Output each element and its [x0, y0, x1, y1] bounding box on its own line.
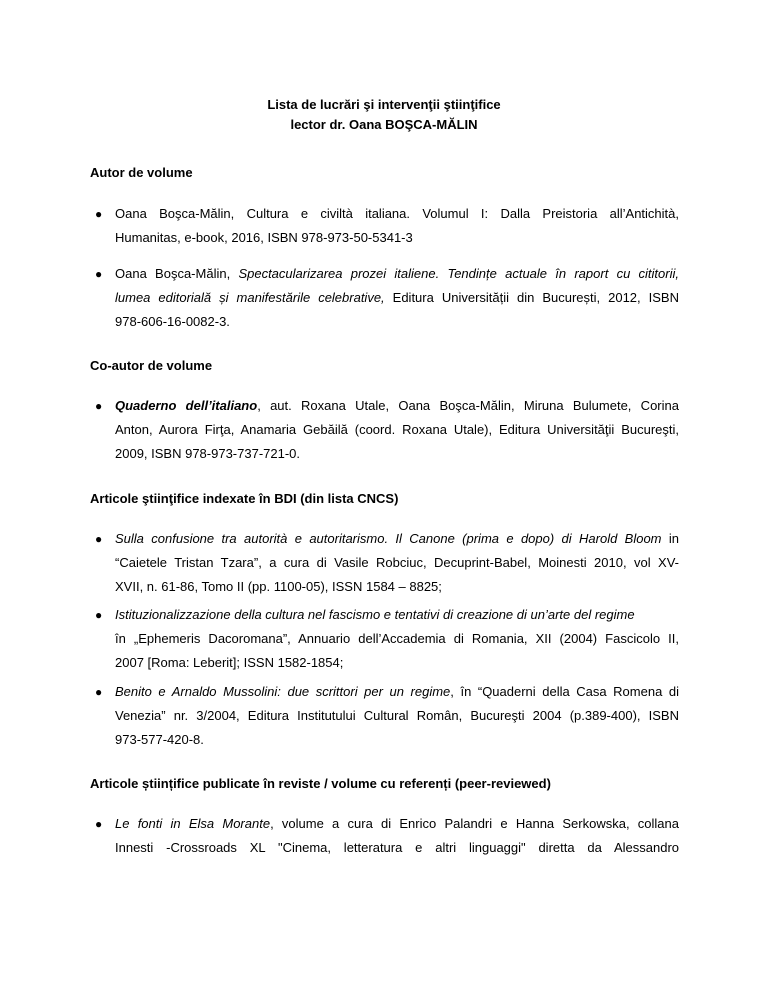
bullet-icon: ●	[95, 207, 103, 221]
item-line	[115, 262, 679, 286]
item-line: Oana Boşca-Mălin, Cultura e civiltà italiana. Volumul I: Dalla Preistoria all’Antichità,	[115, 206, 679, 221]
section-heading-coautor-volume: Co-autor de volume	[90, 358, 213, 373]
section-heading-autor-volume: Autor de volume	[90, 165, 193, 180]
item-line	[115, 394, 679, 418]
item-line: Humanitas, e-book, 2016, ISBN 978-973-50-5341-3	[115, 230, 413, 245]
item-title: Le fonti in Elsa Morante	[115, 816, 271, 831]
item-details: in	[661, 531, 679, 546]
item-line	[115, 527, 679, 551]
section-heading-articole-bdi: Articole ştiinţifice indexate în BDI (din lista CNCS)	[90, 491, 399, 506]
item-details: , aut. Roxana Utale, Oana Boşca-Mălin, Miruna Bulumete, Corina	[257, 398, 679, 413]
item-line: “Caietele Tristan Tzara”, a cura di Vasile Robciuc, Decuprint-Babel, Moinesti 2010, vol XV-	[115, 555, 679, 570]
bullet-icon: ●	[95, 685, 103, 699]
document-header	[0, 95, 768, 135]
item-line: 973-577-420-8.	[115, 732, 204, 747]
item-details: Editura Universității din București, 2012, ISBN	[384, 290, 679, 305]
item-line: în „Ephemeris Dacoromana”, Annuario dell’Accademia di Romania, XII (2004) Fascicolo II,	[115, 631, 679, 646]
item-line: 978-606-16-0082-3.	[115, 314, 230, 329]
bullet-icon: ●	[95, 399, 103, 413]
item-line: Venezia” nr. 3/2004, Editura Institutului Cultural Român, Bucureşti 2004 (p.389-400), ISBN	[115, 708, 679, 723]
section-heading-articole-peer-reviewed: Articole științifice publicate în reviste / volume cu referenți (peer-reviewed)	[90, 776, 551, 791]
item-line: XVII, n. 61-86, Tomo II (pp. 1100-05), ISSN 1584 – 8825;	[115, 579, 442, 594]
document-author: lector dr. Oana BOŞCA-MĂLIN	[290, 117, 478, 132]
item-details: , în “Quaderni della Casa Romena di	[450, 684, 679, 699]
item-title: Spectacularizarea prozei italiene. Tendințe actuale în raport cu cititorii,	[238, 266, 679, 281]
item-title: Quaderno dell’italiano	[115, 398, 258, 413]
bullet-icon: ●	[95, 532, 103, 546]
bullet-icon: ●	[95, 608, 103, 622]
item-line: Anton, Aurora Firţa, Anamaria Gebăilă (coord. Roxana Utale), Editura Universităţii Bucureşti,	[115, 422, 679, 437]
item-title: Benito e Arnaldo Mussolini: due scrittori per un regime	[115, 684, 451, 699]
bullet-icon: ●	[95, 817, 103, 831]
item-title-continued: lumea editorială și manifestările celebrative,	[115, 290, 385, 305]
item-title: Istituzionalizzazione della cultura nel fascismo e tentativi di creazione di un’arte del regime	[115, 607, 635, 622]
item-details: , volume a cura di Enrico Palandri e Hanna Serkowska, collana	[270, 816, 679, 831]
item-title: Sulla confusione tra autorità e autoritarismo. Il Canone (prima e dopo) di Harold Bloom	[115, 531, 662, 546]
item-line	[115, 286, 679, 310]
item-author: Oana Boşca-Mălin,	[115, 266, 239, 281]
bullet-icon: ●	[95, 267, 103, 281]
item-line: 2009, ISBN 978-973-737-721-0.	[115, 446, 301, 461]
item-line: 2007 [Roma: Leberit]; ISSN 1582-1854;	[115, 655, 344, 670]
item-line	[115, 812, 679, 836]
item-line	[115, 603, 679, 627]
item-line: Innesti -Crossroads XL "Cinema, letteratura e altri linguaggi" diretta da Alessandro	[115, 840, 679, 855]
item-line	[115, 680, 679, 704]
document-title: Lista de lucrări şi intervenţii ştiinţifice	[267, 97, 501, 112]
